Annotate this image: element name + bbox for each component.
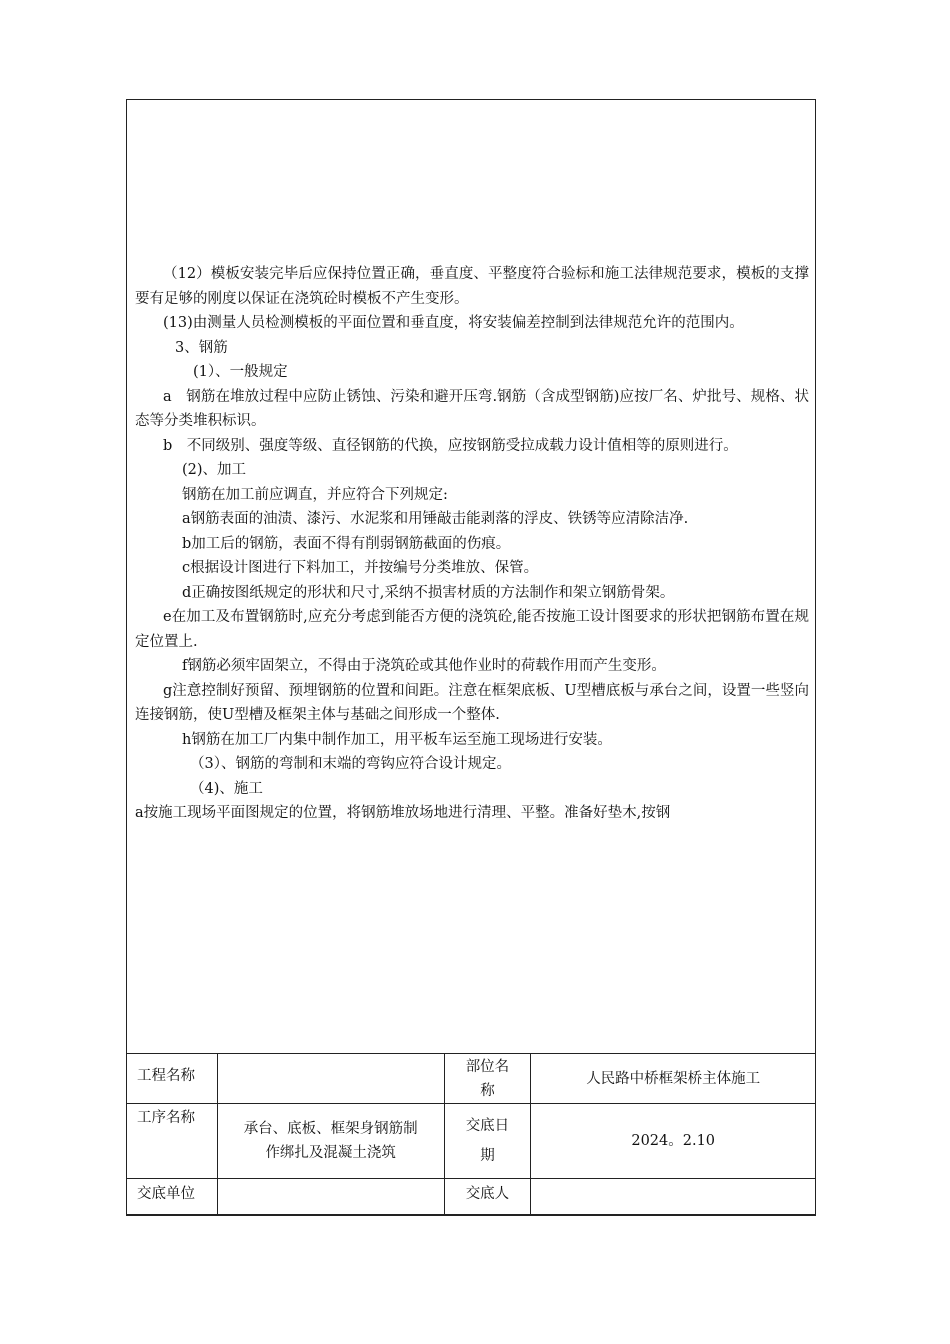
subheading-bending: （3）、钢筋的弯制和末端的弯钩应符合设计规定。 <box>190 756 511 772</box>
project-name-value <box>217 1054 444 1104</box>
paragraph-13: (13)由测量人员检测模板的平面位置和垂直度，将安装偏差控制到法律规范允许的范围内。 <box>163 315 744 331</box>
table-row <box>127 1179 816 1215</box>
paragraph-general-b: b 不同级别、强度等级、直径钢筋的代换，应按钢筋受拉成载力设计值相等的原则进行。 <box>163 437 738 454</box>
handover-unit-value <box>217 1179 444 1215</box>
paragraph-processing-e: e在加工及布置钢筋时,应充分考虑到能否方便的浇筑砼,能否按施工设计图要求的形状把钢筋布置在规定位置上. <box>135 609 809 650</box>
paragraph-processing-intro: 钢筋在加工前应调直，并应符合下列规定: <box>182 486 448 503</box>
handover-date-label-line1: 交底日 <box>465 1118 510 1134</box>
table-row <box>127 1104 816 1179</box>
table-row <box>127 1054 816 1104</box>
process-name-label: 工序名称 <box>127 1104 218 1179</box>
paragraph-processing-a: a钢筋表面的油渍、漆污、水泥浆和用锤敲击能剥落的浮皮、铁锈等应清除洁净. <box>182 511 689 527</box>
paragraph-processing-d: d正确按图纸规定的形状和尺寸,采纳不损害材质的方法制作和架立钢筋骨架。 <box>182 584 675 601</box>
info-table <box>126 1053 816 1215</box>
process-name-value-line1: 承台、底板、框架身钢筋制 <box>243 1121 418 1137</box>
handover-date-value: 2024。2.10 <box>531 1104 816 1179</box>
paragraph-processing-c: c根据设计图进行下料加工，并按编号分类堆放、保管。 <box>182 560 539 576</box>
subheading-construction: （4)、施工 <box>190 780 263 797</box>
part-name-value: 人民路中桥框架桥主体施工 <box>531 1054 816 1104</box>
process-name-value <box>217 1104 444 1179</box>
handover-unit-label: 交底单位 <box>127 1179 218 1215</box>
paragraph-processing-h: h钢筋在加工厂内集中制作加工，用平板车运至施工现场进行安装。 <box>182 731 612 748</box>
paragraph-12: （12）模板安装完毕后应保持位置正确，垂直度、平整度符合验标和施工法律规范要求，模板的支撑要有足够的刚度以保证在浇筑砼时模板不产生变形。 <box>135 266 809 307</box>
paragraph-construction-a: a按施工现场平面图规定的位置，将钢筋堆放场地进行清理、平整。准备好垫木,按钢 <box>135 805 671 821</box>
handover-date-label <box>444 1104 531 1179</box>
subheading-general: (1）、一般规定 <box>193 364 288 380</box>
subheading-processing: (2)、加工 <box>182 462 247 478</box>
part-name-label-line1: 部位名 <box>465 1058 510 1075</box>
document-body <box>127 262 817 826</box>
handover-person-value <box>531 1179 816 1215</box>
section-heading-rebar: 3、钢筋 <box>175 339 228 356</box>
paragraph-processing-f: f钢筋必须牢固架立，不得由于浇筑砼或其他作业时的荷载作用而产生变形。 <box>182 658 666 674</box>
handover-person-label: 交底人 <box>444 1179 531 1215</box>
project-name-label: 工程名称 <box>127 1054 218 1104</box>
paragraph-processing-g: g注意控制好预留、预埋钢筋的位置和间距。注意在框架底板、U型槽底板与承台之间，设置一些竖向连接钢筋，使U型槽及框架主体与基础之间形成一个整体. <box>135 682 809 723</box>
handover-date-label-line2: 期 <box>480 1148 495 1164</box>
part-name-label-line2: 称 <box>480 1082 495 1099</box>
part-name-label <box>444 1054 531 1104</box>
document-frame <box>126 99 816 1216</box>
paragraph-processing-b: b加工后的钢筋，表面不得有削弱钢筋截面的伤痕。 <box>182 535 511 552</box>
process-name-value-line2: 作绑扎及混凝土浇筑 <box>265 1145 396 1161</box>
paragraph-general-a: a 钢筋在堆放过程中应防止锈蚀、污染和避开压弯.钢筋（含成型钢筋)应按厂名、炉批号、规格、状态等分类堆积标识。 <box>135 388 809 429</box>
